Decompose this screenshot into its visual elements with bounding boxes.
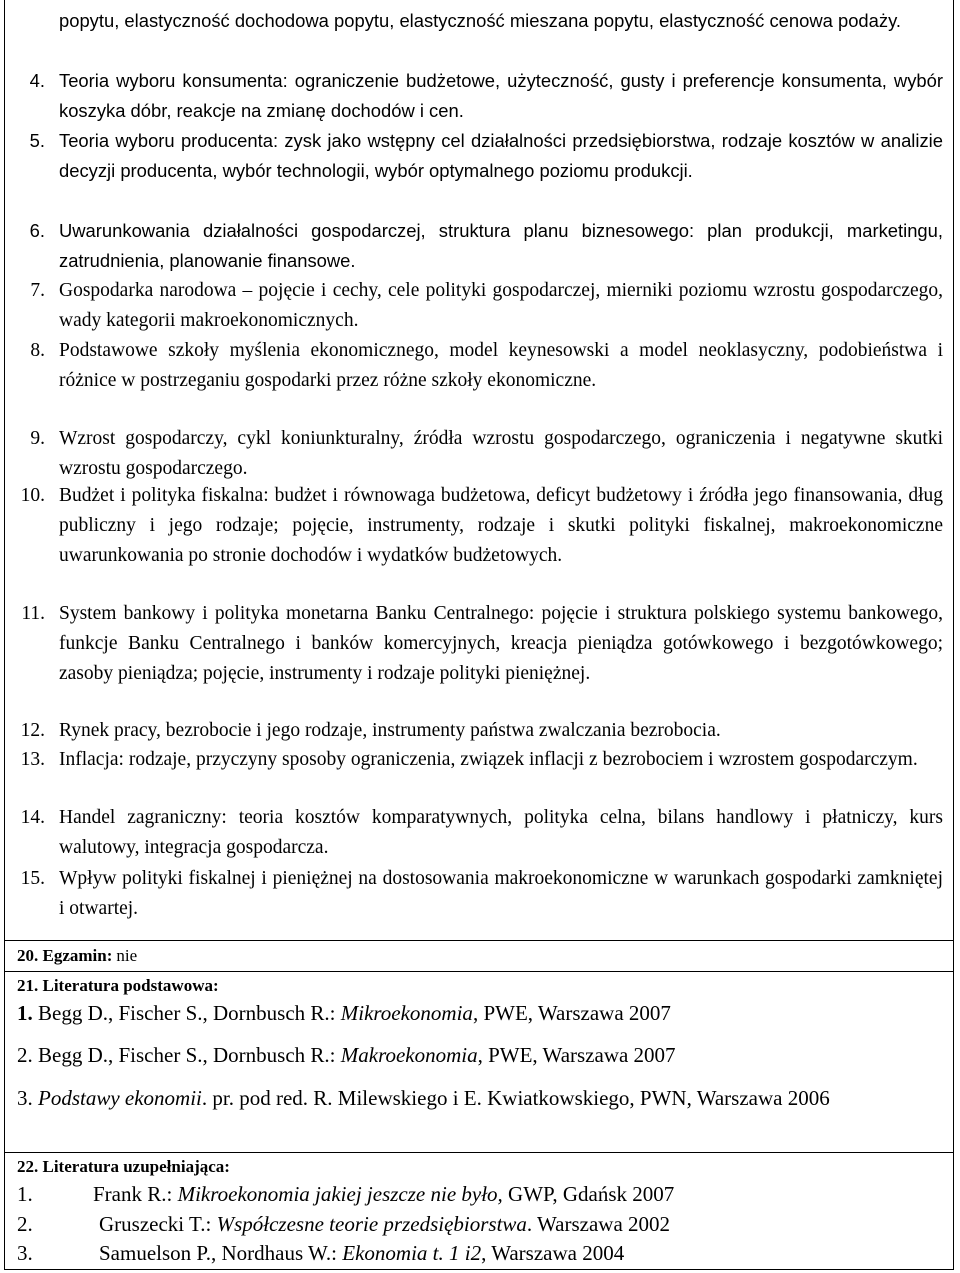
topic-number: 7. [30,280,45,301]
lit-extra-item [17,1241,624,1265]
exam-value: nie [116,946,138,965]
lit-number: 2. [17,1043,33,1067]
lit-authors: Gruszecki T.: [99,1212,212,1236]
topic-text: Budżet i polityka fiskalna: budżet i równowaga budżetowa, deficyt budżetowy i źródła jego finansowania, dług publiczny i jego rodzaje; pojęcie, instrumenty, rodzaje i skutki polityki fiskalnej, makroekonomiczne uwarunkowania po stronie dochodów i wydatków budżetowych. [59,485,943,566]
topic-text: Gospodarka narodowa – pojęcie i cechy, cele polityki gospodarczej, mierniki poziomu wzrostu gospodarczego, wady kategorii makroekonomicznych. [59,280,943,331]
topic-text: Teoria wyboru producenta: zysk jako wstępny cel działalności przedsiębiorstwa, rodzaje kosztów w analizie decyzji producenta, wybór technologii, wybór optymalnego poziomu produkcji. [59,130,943,181]
lit-authors: Samuelson P., Nordhaus W.: [99,1241,338,1265]
topic-item [21,599,943,689]
lit-extra-heading [17,1157,953,1177]
lit-rest: , PWE, Warszawa 2007 [477,1043,676,1067]
exam-row [17,946,953,966]
divider [5,1152,953,1153]
topic-text: Rynek pracy, bezrobocie i jego rodzaje, instrumenty państwa zwalczania bezrobocia. [59,720,721,741]
lit-rest: , PWE, Warszawa 2007 [472,1001,671,1025]
lit-title: Makroekonomia [340,1043,478,1067]
lit-number: 1. [17,1182,33,1206]
divider [5,940,953,941]
topic-item [29,66,943,126]
lit-rest: , Warszawa 2004 [481,1241,625,1265]
lit-rest: . Warszawa 2002 [526,1212,671,1236]
lit-extra-item [17,1182,674,1206]
divider [5,971,953,972]
topic-number: 4. [29,70,45,91]
lit-extra-heading-text: 22. Literatura uzupełniająca: [17,1157,230,1176]
topic-number: 10. [20,485,45,506]
topic-number: 11. [21,603,45,624]
lit-number: 3. [17,1241,33,1265]
lit-number: 2. [17,1212,33,1236]
lit-title: Mikroekonomia jakiej jeszcze nie było, [177,1182,503,1206]
topic-item [20,864,943,924]
lit-title: Współczesne teorie przedsiębiorstwa [216,1212,527,1236]
lit-title: Podstawy ekonomii [38,1086,202,1110]
topic-item [20,481,943,571]
topic-item [20,716,943,746]
lit-basic-item [17,998,941,1028]
topic-number: 8. [30,340,45,361]
topic-text: System bankowy i polityka monetarna Banku Centralnego: pojęcie i struktura polskiego systemu bankowego, funkcje Banku Centralnego i banków komercyjnych, kreacja pieniądza gotówkowego i bezgotówkowego; zasoby pieniądza; pojęcie, instrumenty i rodzaje polityki pieniężnej. [59,603,943,684]
lit-rest: GWP, Gdańsk 2007 [502,1182,675,1206]
topic-number: 12. [20,720,45,741]
lit-basic-heading-text: 21. Literatura podstawowa: [17,976,219,995]
topics-section [5,0,953,940]
topic-item [29,216,943,276]
topic-item [20,745,943,775]
lit-basic-item [17,1083,941,1113]
topic-text: Uwarunkowania działalności gospodarczej, struktura planu biznesowego: plan produkcji, marketingu, zatrudnienia, planowanie finansowe. [59,220,943,271]
lit-title: Ekonomia t. 1 i2 [342,1241,482,1265]
lit-extra-item [17,1212,670,1236]
topic-number: 14. [20,807,45,828]
topic-text: Wpływ polityki fiskalnej i pieniężnej na dostosowania makroekonomiczne w warunkach gospodarki zamkniętej i otwartej. [59,868,943,919]
topic-item [30,276,943,336]
lit-rest: . pr. pod red. R. Milewskiego i E. Kwiatkowskiego, PWN, Warszawa 2006 [201,1086,830,1110]
topic-item [30,424,943,484]
lit-authors: Frank R.: [93,1182,173,1206]
topic-text: Wzrost gospodarczy, cykl koniunkturalny, źródła wzrostu gospodarczego, ograniczenia i negatywne skutki wzrostu gospodarczego. [59,428,943,479]
topic-number: 13. [20,749,45,770]
topic-number: 5. [29,130,45,151]
topic-item [29,126,943,186]
syllabus-frame [4,0,954,1270]
lit-basic-heading [17,976,953,996]
topic-text: Podstawowe szkoły myślenia ekonomicznego, model keynesowski a model neoklasyczny, podobieństwa i różnice w postrzeganiu gospodarki przez różne szkoły ekonomiczne. [59,340,943,391]
topic-item [30,336,943,396]
topic-number: 15. [20,868,45,889]
topic-text: popytu, elastyczność dochodowa popytu, elastyczność mieszana popytu, elastyczność cenowa podaży. [59,10,902,31]
lit-authors: Begg D., Fischer S., Dornbusch R.: [38,1043,336,1067]
lit-title: Mikroekonomia [340,1001,473,1025]
topic-number: 6. [29,220,45,241]
topic-item [59,6,943,36]
topic-text: Inflacja: rodzaje, przyczyny sposoby ograniczenia, związek inflacji z bezrobociem i wzrostem gospodarczym. [59,749,918,770]
lit-number: 1. [17,1001,33,1025]
lit-basic-item [17,1040,941,1070]
exam-label: 20. Egzamin: [17,946,113,965]
topic-text: Teoria wyboru konsumenta: ograniczenie budżetowe, użyteczność, gusty i preferencje konsumenta, wybór koszyka dóbr, reakcje na zmianę dochodów i cen. [59,70,943,121]
lit-number: 3. [17,1086,33,1110]
topic-number: 9. [30,428,45,449]
topic-item [20,803,943,863]
lit-authors: Begg D., Fischer S., Dornbusch R.: [38,1001,336,1025]
topic-text: Handel zagraniczny: teoria kosztów komparatywnych, polityka celna, bilans handlowy i płatniczy, kurs walutowy, integracja gospodarcza. [59,807,943,858]
